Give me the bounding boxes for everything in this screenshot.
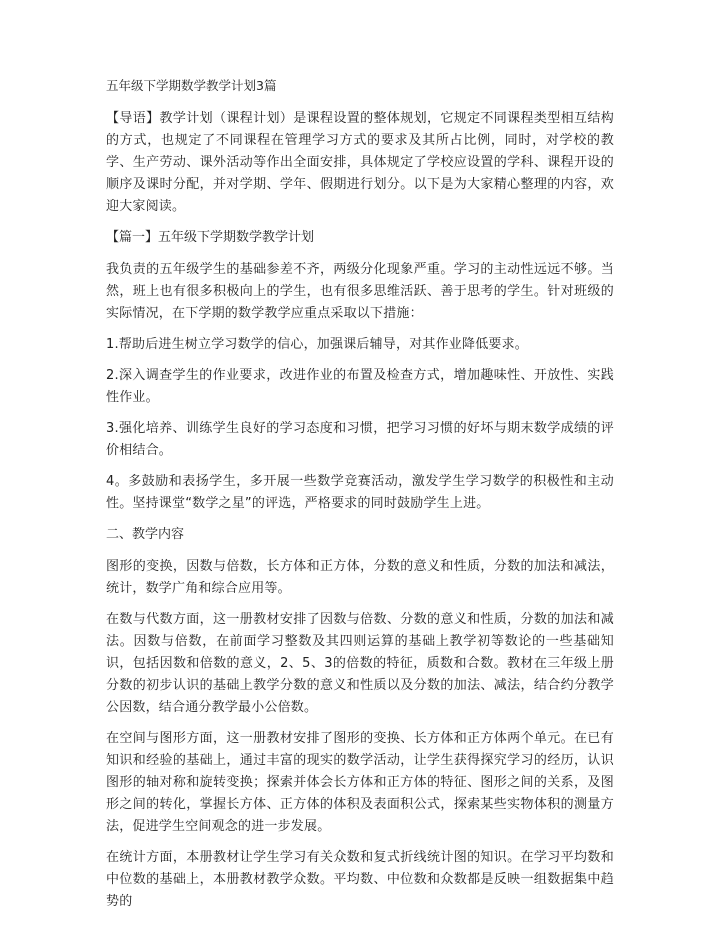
measure-item-3: 3.强化培养、训练学生良好的学习态度和习惯，把学习习惯的好坏与期末数学成绩的评价相结合。 bbox=[106, 421, 614, 458]
document-title: 五年级下学期数学教学计划3篇 bbox=[106, 78, 277, 93]
paragraph-student-situation: 我负责的五年级学生的基础参差不齐，两级分化现象严重。学习的主动性远远不够。当然，班上也有很多积极向上的学生，也有很多思维活跃、善于思考的学生。针对班级的实际情况，在下学期的数学教学应重点采取以下措施： bbox=[106, 262, 614, 321]
intro-paragraph: 【导语】教学计划（课程计划）是课程设置的整体规划，它规定不同课程类型相互结构的方式，也规定了不同课程在管理学习方式的要求及其所占比例，同时，对学校的教学、生产劳动、课外活动等作出全面安排，具体规定了学校应设置的学科、课程开设的顺序及课时分配，并对学期、学年、假期进行划分。以下是为大家精心整理的内容，欢迎大家阅读。 bbox=[106, 111, 614, 214]
paragraph-number-algebra: 在数与代数方面，这一册教材安排了因数与倍数、分数的意义和性质，分数的加法和减法。因数与倍数，在前面学习整数及其四则运算的基础上教学初等数论的一些基础知识，包括因数和倍数的意义，2、5、3的倍数的特征，质数和合数。教材在三年级上册分数的初步认识的基础上教学分数的意义和性质以及分数的加法、减法，结合约分教学公因数，结合通分教学最小公倍数。 bbox=[106, 612, 614, 715]
section-teaching-content: 二、教学内容 bbox=[106, 527, 185, 542]
part1-heading: 【篇一】五年级下学期数学教学计划 bbox=[106, 230, 315, 245]
document-page bbox=[106, 76, 614, 922]
paragraph-statistics: 在统计方面，本册教材让学生学习有关众数和复式折线统计图的知识。在学习平均数和中位数的基础上，本册教材教学众数。平均数、中位数和众数都是反映一组数据集中趋势的 bbox=[106, 850, 614, 909]
measure-item-2: 2.深入调查学生的作业要求，改进作业的布置及检查方式，增加趣味性、开放性、实践性作业。 bbox=[106, 368, 614, 405]
paragraph-space-geometry: 在空间与图形方面，这一册教材安排了图形的变换、长方体和正方体两个单元。在已有知识和经验的基础上，通过丰富的现实的数学活动，让学生获得探究学习的经历，认识图形的轴对称和旋转变换；探索并体会长方体和正方体的特征、图形之间的关系，及图形之间的转化，掌握长方体、正方体的体积及表面积公式，探索某些实物体积的测量方法，促进学生空间观念的进一步发展。 bbox=[106, 731, 614, 834]
paragraph-content-list: 图形的变换，因数与倍数，长方体和正方体，分数的意义和性质，分数的加法和减法，统计，数学广角和综合应用等。 bbox=[106, 559, 614, 596]
measure-item-1: 1.帮助后进生树立学习数学的信心，加强课后辅导，对其作业降低要求。 bbox=[106, 337, 529, 352]
measure-item-4: 4。多鼓励和表扬学生，多开展一些数学竞赛活动，激发学生学习数学的积极性和主动性。坚持课堂“数学之星”的评选，严格要求的同时鼓励学生上进。 bbox=[106, 474, 614, 511]
